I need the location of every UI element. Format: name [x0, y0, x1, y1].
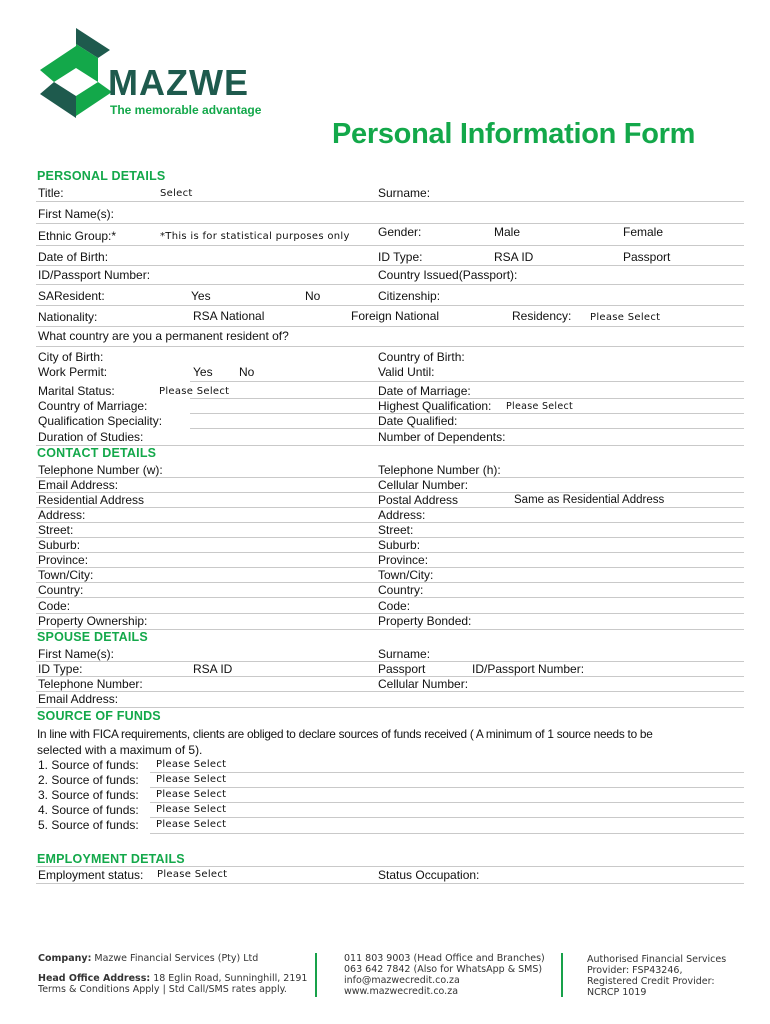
- highest-qualification-label: Highest Qualification:: [378, 399, 492, 413]
- brand-tagline: The memorable advantage: [110, 103, 262, 117]
- rsa-national-option[interactable]: RSA National: [193, 309, 265, 323]
- postal-street-label: Street:: [378, 523, 414, 537]
- form-title: Personal Information Form: [332, 118, 696, 150]
- footer-head-office: [38, 973, 307, 984]
- postal-address-field-label: Address:: [378, 508, 426, 522]
- spouse-surname-label: Surname:: [378, 647, 431, 661]
- cell-label: Cellular Number:: [378, 478, 469, 492]
- marital-status-select[interactable]: Please Select: [159, 386, 230, 397]
- country-of-marriage-label: Country of Marriage:: [38, 399, 148, 413]
- number-of-dependents-label: Number of Dependents:: [378, 430, 506, 444]
- property-ownership-label: Property Ownership:: [38, 614, 148, 628]
- ethnic-note: *This is for statistical purposes only: [160, 231, 350, 242]
- foreign-national-option[interactable]: Foreign National: [351, 309, 440, 323]
- section-employment-details: EMPLOYMENT DETAILS: [37, 852, 185, 866]
- footer-head-office-value: 18 Eglin Road, Sunninghill, 2191: [153, 973, 308, 984]
- res-province-label: Province:: [38, 553, 89, 567]
- work-permit-label: Work Permit:: [38, 365, 108, 379]
- title-label: Title:: [38, 186, 64, 200]
- source-of-funds-4-select[interactable]: Please Select: [156, 804, 227, 815]
- section-spouse-details: SPOUSE DETAILS: [37, 630, 148, 644]
- date-of-marriage-label: Date of Marriage:: [378, 384, 471, 398]
- source-of-funds-3-label: 3. Source of funds:: [38, 788, 139, 802]
- brand-name: MAZWE: [108, 62, 249, 103]
- work-permit-yes-option[interactable]: Yes: [193, 365, 213, 379]
- spouse-cell-label: Cellular Number:: [378, 677, 469, 691]
- ethnic-group-label: Ethnic Group:*: [38, 229, 117, 243]
- surname-label: Surname:: [378, 186, 431, 200]
- postal-suburb-label: Suburb:: [378, 538, 421, 552]
- source-of-funds-2-label: 2. Source of funds:: [38, 773, 139, 787]
- funds-intro-line-2: selected with a maximum of 5).: [37, 743, 203, 757]
- source-of-funds-2-select[interactable]: Please Select: [156, 774, 227, 785]
- dob-label: Date of Birth:: [38, 250, 109, 264]
- source-of-funds-5-label: 5. Source of funds:: [38, 818, 139, 832]
- source-of-funds-4-label: 4. Source of funds:: [38, 803, 139, 817]
- spouse-first-names-label: First Name(s):: [38, 647, 114, 661]
- spouse-passport-option[interactable]: Passport: [378, 662, 426, 676]
- spouse-rsa-id-option[interactable]: RSA ID: [193, 662, 233, 676]
- res-street-label: Street:: [38, 523, 74, 537]
- res-address-label: Address:: [38, 508, 86, 522]
- duration-of-studies-label: Duration of Studies:: [38, 430, 144, 444]
- section-source-of-funds: SOURCE OF FUNDS: [37, 709, 161, 723]
- sa-resident-no-option[interactable]: No: [305, 289, 321, 303]
- logo-mark-icon: [36, 26, 116, 136]
- spouse-id-passport-label: ID/Passport Number:: [472, 662, 585, 676]
- gender-female-option[interactable]: Female: [623, 225, 664, 239]
- source-of-funds-1-label: 1. Source of funds:: [38, 758, 139, 772]
- tel-w-label: Telephone Number (w):: [38, 463, 163, 477]
- res-suburb-label: Suburb:: [38, 538, 81, 552]
- postal-code-label: Code:: [378, 599, 411, 613]
- sa-resident-label: SAResident:: [38, 289, 105, 303]
- residency-label: Residency:: [512, 309, 572, 323]
- work-permit-no-option[interactable]: No: [239, 365, 255, 379]
- valid-until-label: Valid Until:: [378, 365, 435, 379]
- footer-head-office-label: Head Office Address:: [38, 973, 151, 984]
- res-town-label: Town/City:: [38, 568, 94, 582]
- id-type-rsa-option[interactable]: RSA ID: [494, 250, 534, 264]
- employment-status-label: Employment status:: [38, 868, 144, 882]
- id-type-passport-option[interactable]: Passport: [623, 250, 671, 264]
- footer-divider-1: [315, 953, 317, 997]
- spouse-id-type-label: ID Type:: [38, 662, 83, 676]
- marital-status-label: Marital Status:: [38, 384, 115, 398]
- footer-website-link[interactable]: www.mazwecredit.co.za: [344, 986, 459, 997]
- permanent-resident-question: What country are you a permanent resident of?: [38, 329, 289, 343]
- gender-male-option[interactable]: Male: [494, 225, 521, 239]
- source-of-funds-1-select[interactable]: Please Select: [156, 759, 227, 770]
- employment-status-select[interactable]: Please Select: [157, 869, 228, 880]
- footer-contact-1: 011 803 9003 (Head Office and Branches): [344, 953, 545, 964]
- postal-town-label: Town/City:: [378, 568, 434, 582]
- email-label: Email Address:: [38, 478, 119, 492]
- res-code-label: Code:: [38, 599, 71, 613]
- highest-qualification-select[interactable]: Please Select: [506, 401, 574, 412]
- source-of-funds-3-select[interactable]: Please Select: [156, 789, 227, 800]
- footer-auth-2: Provider: FSP43246,: [587, 965, 683, 976]
- footer-company-label: Company:: [38, 953, 92, 964]
- citizenship-label: Citizenship:: [378, 289, 441, 303]
- city-of-birth-label: City of Birth:: [38, 350, 104, 364]
- footer-company-value: Mazwe Financial Services (Pty) Ltd: [94, 953, 259, 964]
- property-bonded-label: Property Bonded:: [378, 614, 472, 628]
- id-type-label: ID Type:: [378, 250, 423, 264]
- footer-contact-2: 063 642 7842 (Also for WhatsApp & SMS): [344, 964, 543, 975]
- footer-divider-2: [561, 953, 563, 997]
- section-contact-details: CONTACT DETAILS: [37, 446, 157, 460]
- source-of-funds-5-select[interactable]: Please Select: [156, 819, 227, 830]
- status-occupation-label: Status Occupation:: [378, 868, 480, 882]
- sa-resident-yes-option[interactable]: Yes: [191, 289, 211, 303]
- id-passport-number-label: ID/Passport Number:: [38, 268, 151, 282]
- country-of-birth-label: Country of Birth:: [378, 350, 465, 364]
- first-names-label: First Name(s):: [38, 207, 114, 221]
- footer-terms: Terms & Conditions Apply | Std Call/SMS rates apply.: [38, 984, 287, 995]
- qualification-speciality-label: Qualification Speciality:: [38, 414, 163, 428]
- footer-auth-4: NCRCP 1019: [587, 987, 647, 998]
- section-personal-details: PERSONAL DETAILS: [37, 169, 166, 183]
- spouse-email-label: Email Address:: [38, 692, 119, 706]
- residential-address-label: Residential Address: [38, 493, 145, 507]
- spouse-telephone-label: Telephone Number:: [38, 677, 143, 691]
- postal-province-label: Province:: [378, 553, 429, 567]
- date-qualified-label: Date Qualified:: [378, 414, 458, 428]
- funds-intro-line-1: In line with FICA requirements, clients are obliged to declare sources of funds received ( A minimum of 1 source needs to be: [37, 727, 653, 741]
- same-as-residential-option[interactable]: Same as Residential Address: [514, 494, 665, 506]
- title-select[interactable]: Select: [160, 188, 193, 199]
- footer-email-link[interactable]: info@mazwecredit.co.za: [344, 975, 460, 986]
- res-country-label: Country:: [38, 583, 84, 597]
- footer-company: [38, 953, 258, 964]
- postal-address-label: Postal Address: [378, 493, 459, 507]
- residency-select[interactable]: Please Select: [590, 312, 661, 323]
- postal-country-label: Country:: [378, 583, 424, 597]
- footer-auth-1: Authorised Financial Services: [587, 954, 727, 965]
- footer-auth-3: Registered Credit Provider:: [587, 976, 715, 987]
- gender-label: Gender:: [378, 225, 422, 239]
- nationality-label: Nationality:: [38, 310, 98, 324]
- country-issued-label: Country Issued(Passport):: [378, 268, 518, 282]
- tel-h-label: Telephone Number (h):: [378, 463, 501, 477]
